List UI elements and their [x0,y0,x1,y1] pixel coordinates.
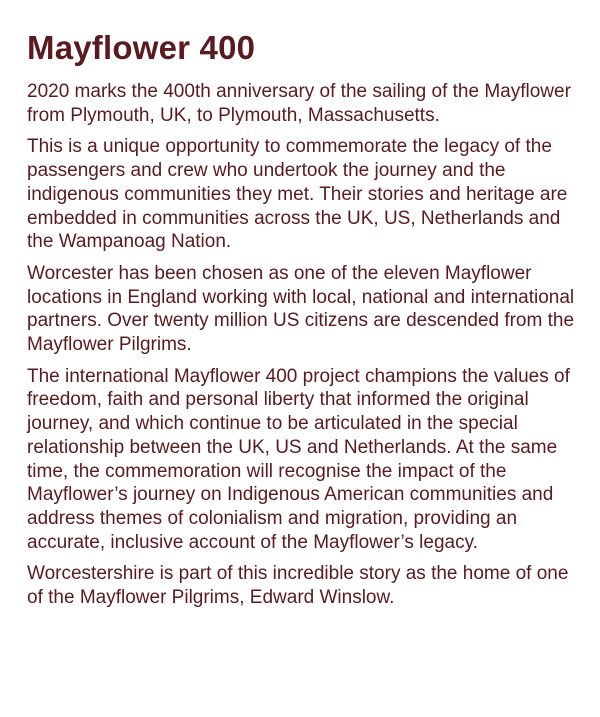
paragraph-commemorate: This is a unique opportunity to commemorate the legacy of the passengers and crew who undertook the journey and the indigenous communities they met. Their stories and heritage are embedded in communities across the UK, US, Netherlands and the Wampanoag Nation. [27,136,568,253]
paragraph-worcester: Worcester has been chosen as one of the eleven Mayflower locations in England working with local, national and international partners. Over twenty million US citizens are descended from the Mayflower Pilgrims. [27,262,575,356]
paragraph-worcestershire: Worcestershire is part of this incredible story as the home of one of the Mayflower Pilgrims, Edward Winslow. [27,563,569,609]
paragraph-project-values: The international Mayflower 400 project champions the values of freedom, faith and personal liberty that informed the original journey, and which continue to be articulated in the special relationship between the UK, US and Netherlands. At the same time, the commemoration will recognise the impact of the Mayflower’s journey on Indigenous American communities and address themes of colonialism and migration, providing an accurate, inclusive account of the Mayflower’s legacy. [27,365,570,553]
paragraph-anniversary: 2020 marks the 400th anniversary of the sailing of the Mayflower from Plymouth, UK, to Plymouth, Massachusetts. [27,81,571,126]
page-title: Mayflower 400 [27,29,256,66]
